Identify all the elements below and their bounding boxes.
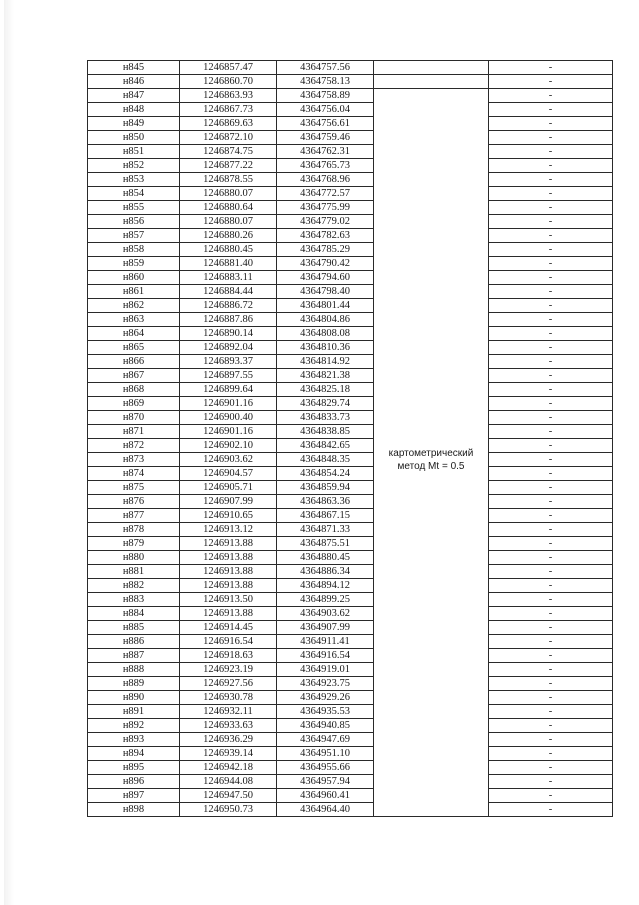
point-id-cell: н868 (88, 383, 180, 397)
point-id-cell: н882 (88, 579, 180, 593)
x-coordinate-cell: 1246860.70 (180, 75, 277, 89)
point-id-cell: н877 (88, 509, 180, 523)
y-coordinate-cell: 4364894.12 (277, 579, 374, 593)
note-cell: - (489, 285, 613, 299)
table-row (88, 453, 613, 467)
table-row (88, 775, 613, 789)
table-row (88, 537, 613, 551)
point-id-cell: н863 (88, 313, 180, 327)
note-cell: - (489, 131, 613, 145)
x-coordinate-cell: 1246880.64 (180, 201, 277, 215)
x-coordinate-cell: 1246863.93 (180, 89, 277, 103)
y-coordinate-cell: 4364848.35 (277, 453, 374, 467)
x-coordinate-cell: 1246905.71 (180, 481, 277, 495)
note-cell: - (489, 495, 613, 509)
table-row (88, 257, 613, 271)
x-coordinate-cell: 1246913.88 (180, 565, 277, 579)
note-cell: - (489, 215, 613, 229)
x-coordinate-cell: 1246947.50 (180, 789, 277, 803)
point-id-cell: н872 (88, 439, 180, 453)
x-coordinate-cell: 1246913.12 (180, 523, 277, 537)
note-cell: - (489, 621, 613, 635)
point-id-cell: н893 (88, 733, 180, 747)
table-row (88, 705, 613, 719)
x-coordinate-cell: 1246950.73 (180, 803, 277, 817)
table-row (88, 551, 613, 565)
table-row (88, 789, 613, 803)
table-row (88, 523, 613, 537)
x-coordinate-cell: 1246901.16 (180, 397, 277, 411)
point-id-cell: н860 (88, 271, 180, 285)
point-id-cell: н862 (88, 299, 180, 313)
y-coordinate-cell: 4364810.36 (277, 341, 374, 355)
x-coordinate-cell: 1246881.40 (180, 257, 277, 271)
x-coordinate-cell: 1246902.10 (180, 439, 277, 453)
point-id-cell: н890 (88, 691, 180, 705)
y-coordinate-cell: 4364947.69 (277, 733, 374, 747)
table-row (88, 229, 613, 243)
table-row (88, 467, 613, 481)
table-row (88, 411, 613, 425)
note-cell: - (489, 271, 613, 285)
note-cell: - (489, 719, 613, 733)
table-row (88, 719, 613, 733)
table-row (88, 327, 613, 341)
y-coordinate-cell: 4364859.94 (277, 481, 374, 495)
note-cell: - (489, 635, 613, 649)
note-cell: - (489, 523, 613, 537)
point-id-cell: н875 (88, 481, 180, 495)
y-coordinate-cell: 4364829.74 (277, 397, 374, 411)
point-id-cell: н874 (88, 467, 180, 481)
note-cell: - (489, 173, 613, 187)
x-coordinate-cell: 1246914.45 (180, 621, 277, 635)
note-cell: - (489, 159, 613, 173)
note-cell: - (489, 369, 613, 383)
table-row (88, 425, 613, 439)
point-id-cell: н897 (88, 789, 180, 803)
point-id-cell: н887 (88, 649, 180, 663)
table-row (88, 285, 613, 299)
x-coordinate-cell: 1246890.14 (180, 327, 277, 341)
y-coordinate-cell: 4364955.66 (277, 761, 374, 775)
y-coordinate-cell: 4364768.96 (277, 173, 374, 187)
x-coordinate-cell: 1246907.99 (180, 495, 277, 509)
point-id-cell: н898 (88, 803, 180, 817)
point-id-cell: н871 (88, 425, 180, 439)
note-cell: - (489, 747, 613, 761)
x-coordinate-cell: 1246883.11 (180, 271, 277, 285)
note-cell: - (489, 103, 613, 117)
y-coordinate-cell: 4364794.60 (277, 271, 374, 285)
y-coordinate-cell: 4364758.89 (277, 89, 374, 103)
table-row (88, 733, 613, 747)
point-id-cell: н895 (88, 761, 180, 775)
note-cell: - (489, 313, 613, 327)
table-row (88, 201, 613, 215)
x-coordinate-cell: 1246923.19 (180, 663, 277, 677)
y-coordinate-cell: 4364838.85 (277, 425, 374, 439)
x-coordinate-cell: 1246880.07 (180, 187, 277, 201)
x-coordinate-cell: 1246900.40 (180, 411, 277, 425)
y-coordinate-cell: 4364867.15 (277, 509, 374, 523)
coordinates-table (87, 60, 613, 817)
note-cell: - (489, 705, 613, 719)
note-cell: - (489, 803, 613, 817)
note-cell: - (489, 75, 613, 89)
y-coordinate-cell: 4364911.41 (277, 635, 374, 649)
y-coordinate-cell: 4364960.41 (277, 789, 374, 803)
point-id-cell: н880 (88, 551, 180, 565)
point-id-cell: н873 (88, 453, 180, 467)
x-coordinate-cell: 1246880.07 (180, 215, 277, 229)
y-coordinate-cell: 4364929.26 (277, 691, 374, 705)
table-row (88, 383, 613, 397)
y-coordinate-cell: 4364756.04 (277, 103, 374, 117)
table-row (88, 215, 613, 229)
point-id-cell: н853 (88, 173, 180, 187)
note-cell: - (489, 201, 613, 215)
note-cell: - (489, 761, 613, 775)
table-row (88, 89, 613, 103)
table-row (88, 131, 613, 145)
point-id-cell: н878 (88, 523, 180, 537)
x-coordinate-cell: 1246904.57 (180, 467, 277, 481)
point-id-cell: н879 (88, 537, 180, 551)
point-id-cell: н881 (88, 565, 180, 579)
y-coordinate-cell: 4364814.92 (277, 355, 374, 369)
y-coordinate-cell: 4364825.18 (277, 383, 374, 397)
note-cell: - (489, 145, 613, 159)
note-cell: - (489, 691, 613, 705)
note-cell: - (489, 537, 613, 551)
note-cell: - (489, 229, 613, 243)
point-id-cell: н857 (88, 229, 180, 243)
note-cell: - (489, 425, 613, 439)
y-coordinate-cell: 4364871.33 (277, 523, 374, 537)
y-coordinate-cell: 4364775.99 (277, 201, 374, 215)
table-row (88, 677, 613, 691)
y-coordinate-cell: 4364919.01 (277, 663, 374, 677)
y-coordinate-cell: 4364833.73 (277, 411, 374, 425)
x-coordinate-cell: 1246939.14 (180, 747, 277, 761)
table-row (88, 103, 613, 117)
point-id-cell: н886 (88, 635, 180, 649)
table-row (88, 145, 613, 159)
y-coordinate-cell: 4364785.29 (277, 243, 374, 257)
note-cell: - (489, 509, 613, 523)
y-coordinate-cell: 4364863.36 (277, 495, 374, 509)
x-coordinate-cell: 1246887.86 (180, 313, 277, 327)
y-coordinate-cell: 4364790.42 (277, 257, 374, 271)
table-row (88, 75, 613, 89)
y-coordinate-cell: 4364758.13 (277, 75, 374, 89)
y-coordinate-cell: 4364916.54 (277, 649, 374, 663)
y-coordinate-cell: 4364886.34 (277, 565, 374, 579)
y-coordinate-cell: 4364903.62 (277, 607, 374, 621)
note-cell: - (489, 593, 613, 607)
point-id-cell: н848 (88, 103, 180, 117)
x-coordinate-cell: 1246913.88 (180, 579, 277, 593)
table-row (88, 803, 613, 817)
table-row (88, 621, 613, 635)
y-coordinate-cell: 4364842.65 (277, 439, 374, 453)
point-id-cell: н861 (88, 285, 180, 299)
note-cell: - (489, 607, 613, 621)
point-id-cell: н896 (88, 775, 180, 789)
table-row (88, 439, 613, 453)
table-row (88, 663, 613, 677)
table-row (88, 117, 613, 131)
point-id-cell: н851 (88, 145, 180, 159)
table-row (88, 761, 613, 775)
note-cell: - (489, 551, 613, 565)
y-coordinate-cell: 4364782.63 (277, 229, 374, 243)
note-cell: - (489, 243, 613, 257)
y-coordinate-cell: 4364759.46 (277, 131, 374, 145)
y-coordinate-cell: 4364964.40 (277, 803, 374, 817)
point-id-cell: н850 (88, 131, 180, 145)
x-coordinate-cell: 1246913.88 (180, 607, 277, 621)
y-coordinate-cell: 4364765.73 (277, 159, 374, 173)
note-cell: - (489, 579, 613, 593)
table-row (88, 649, 613, 663)
table-row (88, 579, 613, 593)
note-cell: - (489, 61, 613, 75)
x-coordinate-cell: 1246913.50 (180, 593, 277, 607)
y-coordinate-cell: 4364757.56 (277, 61, 374, 75)
point-id-cell: н847 (88, 89, 180, 103)
table-row (88, 369, 613, 383)
table-row (88, 173, 613, 187)
x-coordinate-cell: 1246918.63 (180, 649, 277, 663)
point-id-cell: н859 (88, 257, 180, 271)
x-coordinate-cell: 1246886.72 (180, 299, 277, 313)
y-coordinate-cell: 4364957.94 (277, 775, 374, 789)
note-cell: - (489, 789, 613, 803)
y-coordinate-cell: 4364798.40 (277, 285, 374, 299)
point-id-cell: н849 (88, 117, 180, 131)
x-coordinate-cell: 1246877.22 (180, 159, 277, 173)
point-id-cell: н858 (88, 243, 180, 257)
x-coordinate-cell: 1246892.04 (180, 341, 277, 355)
table-row (88, 313, 613, 327)
y-coordinate-cell: 4364779.02 (277, 215, 374, 229)
x-coordinate-cell: 1246874.75 (180, 145, 277, 159)
table-row (88, 61, 613, 75)
point-id-cell: н888 (88, 663, 180, 677)
x-coordinate-cell: 1246936.29 (180, 733, 277, 747)
x-coordinate-cell: 1246930.78 (180, 691, 277, 705)
method-cell-empty (374, 61, 489, 75)
x-coordinate-cell: 1246933.63 (180, 719, 277, 733)
x-coordinate-cell: 1246910.65 (180, 509, 277, 523)
point-id-cell: н869 (88, 397, 180, 411)
note-cell: - (489, 775, 613, 789)
note-cell: - (489, 649, 613, 663)
point-id-cell: н891 (88, 705, 180, 719)
y-coordinate-cell: 4364935.53 (277, 705, 374, 719)
y-coordinate-cell: 4364923.75 (277, 677, 374, 691)
note-cell: - (489, 299, 613, 313)
method-line-1: картометрический (388, 448, 474, 459)
y-coordinate-cell: 4364880.45 (277, 551, 374, 565)
x-coordinate-cell: 1246942.18 (180, 761, 277, 775)
y-coordinate-cell: 4364801.44 (277, 299, 374, 313)
note-cell: - (489, 89, 613, 103)
point-id-cell: н856 (88, 215, 180, 229)
y-coordinate-cell: 4364756.61 (277, 117, 374, 131)
table-row (88, 271, 613, 285)
table-row (88, 341, 613, 355)
point-id-cell: н866 (88, 355, 180, 369)
point-id-cell: н865 (88, 341, 180, 355)
scan-edge-shadow (4, 0, 14, 905)
note-cell: - (489, 257, 613, 271)
note-cell: - (489, 355, 613, 369)
note-cell: - (489, 117, 613, 131)
note-cell: - (489, 453, 613, 467)
point-id-cell: н870 (88, 411, 180, 425)
point-id-cell: н852 (88, 159, 180, 173)
y-coordinate-cell: 4364762.31 (277, 145, 374, 159)
x-coordinate-cell: 1246869.63 (180, 117, 277, 131)
x-coordinate-cell: 1246880.45 (180, 243, 277, 257)
x-coordinate-cell: 1246913.88 (180, 537, 277, 551)
y-coordinate-cell: 4364940.85 (277, 719, 374, 733)
x-coordinate-cell: 1246901.16 (180, 425, 277, 439)
x-coordinate-cell: 1246916.54 (180, 635, 277, 649)
y-coordinate-cell: 4364804.86 (277, 313, 374, 327)
point-id-cell: н855 (88, 201, 180, 215)
table-row (88, 593, 613, 607)
point-id-cell: н889 (88, 677, 180, 691)
y-coordinate-cell: 4364772.57 (277, 187, 374, 201)
table-row (88, 495, 613, 509)
y-coordinate-cell: 4364899.25 (277, 593, 374, 607)
point-id-cell: н845 (88, 61, 180, 75)
x-coordinate-cell: 1246872.10 (180, 131, 277, 145)
note-cell: - (489, 663, 613, 677)
point-id-cell: н885 (88, 621, 180, 635)
y-coordinate-cell: 4364875.51 (277, 537, 374, 551)
x-coordinate-cell: 1246857.47 (180, 61, 277, 75)
x-coordinate-cell: 1246932.11 (180, 705, 277, 719)
note-cell: - (489, 467, 613, 481)
point-id-cell: н867 (88, 369, 180, 383)
x-coordinate-cell: 1246880.26 (180, 229, 277, 243)
note-cell: - (489, 733, 613, 747)
x-coordinate-cell: 1246897.55 (180, 369, 277, 383)
table-row (88, 747, 613, 761)
point-id-cell: н883 (88, 593, 180, 607)
point-id-cell: н854 (88, 187, 180, 201)
note-cell: - (489, 383, 613, 397)
x-coordinate-cell: 1246903.62 (180, 453, 277, 467)
x-coordinate-cell: 1246884.44 (180, 285, 277, 299)
y-coordinate-cell: 4364951.10 (277, 747, 374, 761)
table-row (88, 691, 613, 705)
x-coordinate-cell: 1246899.64 (180, 383, 277, 397)
x-coordinate-cell: 1246944.08 (180, 775, 277, 789)
table-row (88, 635, 613, 649)
point-id-cell: н892 (88, 719, 180, 733)
table-row (88, 397, 613, 411)
method-line-2: метод Mt = 0.5 (397, 461, 465, 472)
note-cell: - (489, 481, 613, 495)
point-id-cell: н894 (88, 747, 180, 761)
x-coordinate-cell: 1246867.73 (180, 103, 277, 117)
point-id-cell: н876 (88, 495, 180, 509)
note-cell: - (489, 397, 613, 411)
note-cell: - (489, 341, 613, 355)
table-row (88, 509, 613, 523)
table-row (88, 607, 613, 621)
table-row (88, 159, 613, 173)
x-coordinate-cell: 1246927.56 (180, 677, 277, 691)
method-cell (374, 89, 489, 817)
table-row (88, 243, 613, 257)
method-cell-empty (374, 75, 489, 89)
y-coordinate-cell: 4364821.38 (277, 369, 374, 383)
table-row (88, 299, 613, 313)
note-cell: - (489, 439, 613, 453)
x-coordinate-cell: 1246893.37 (180, 355, 277, 369)
y-coordinate-cell: 4364907.99 (277, 621, 374, 635)
point-id-cell: н846 (88, 75, 180, 89)
note-cell: - (489, 327, 613, 341)
table-row (88, 565, 613, 579)
point-id-cell: н864 (88, 327, 180, 341)
note-cell: - (489, 565, 613, 579)
table-row (88, 187, 613, 201)
note-cell: - (489, 677, 613, 691)
note-cell: - (489, 411, 613, 425)
x-coordinate-cell: 1246913.88 (180, 551, 277, 565)
point-id-cell: н884 (88, 607, 180, 621)
table-row (88, 481, 613, 495)
y-coordinate-cell: 4364808.08 (277, 327, 374, 341)
y-coordinate-cell: 4364854.24 (277, 467, 374, 481)
table-row (88, 355, 613, 369)
x-coordinate-cell: 1246878.55 (180, 173, 277, 187)
coordinates-table-body (88, 61, 613, 817)
note-cell: - (489, 187, 613, 201)
